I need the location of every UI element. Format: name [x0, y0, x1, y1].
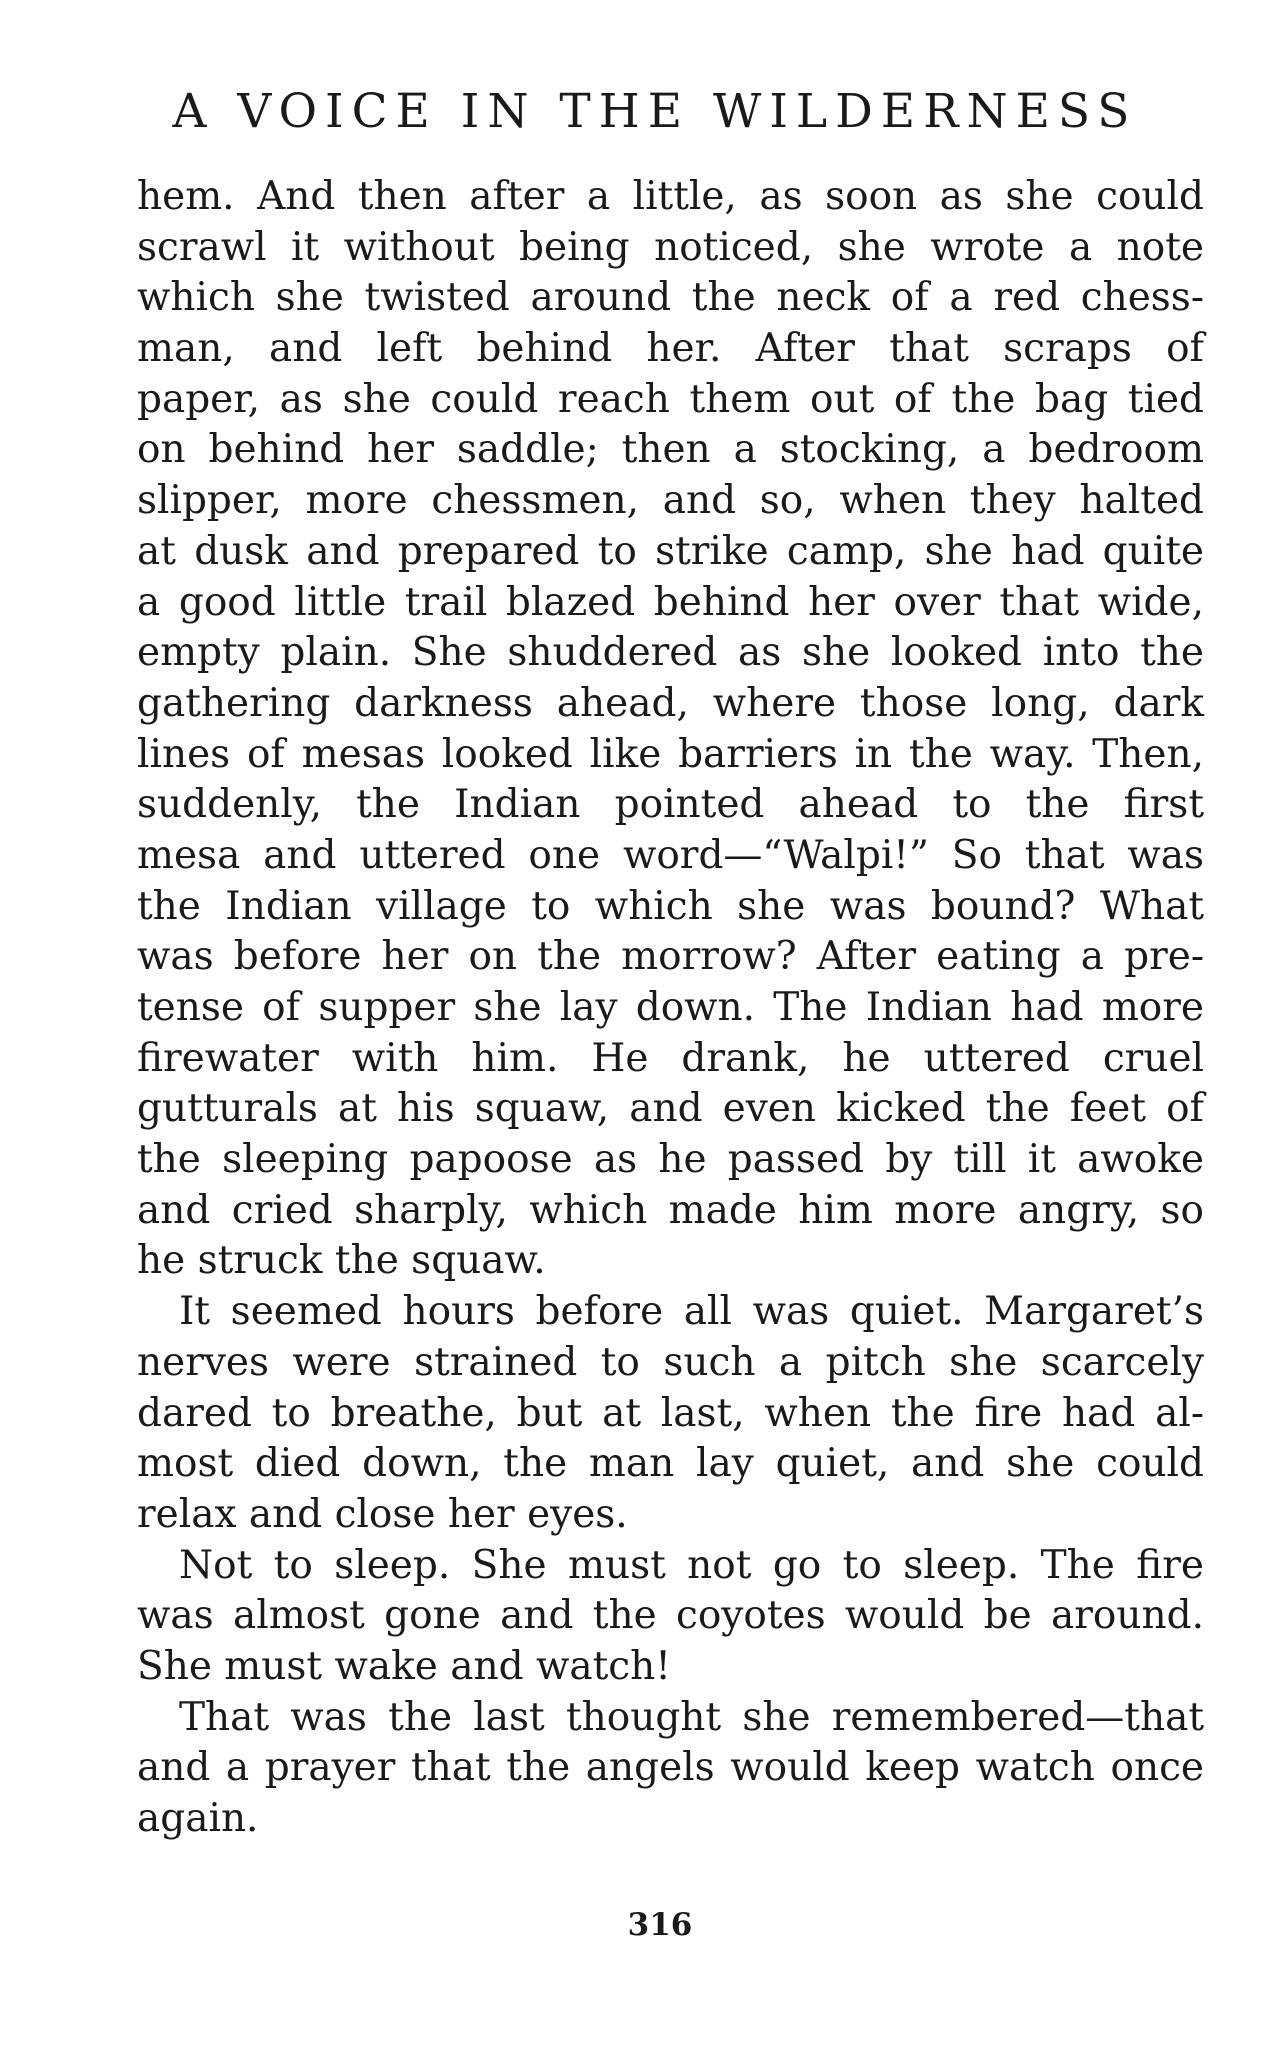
text-line: at dusk and prepared to strike camp, she had quite — [137, 528, 1204, 574]
text-line: most died down, the man lay quiet, and she could — [137, 1441, 1204, 1487]
text-line: gathering darkness ahead, where those long, dark — [137, 680, 1204, 726]
text-line: scrawl it without being noticed, she wrote a note — [137, 224, 1204, 270]
text-line: man, and left behind her. After that scraps of — [137, 326, 1204, 372]
paragraph-first-line: Not to sleep. She must not go to sleep. The fire — [179, 1542, 1204, 1588]
paragraph-end-line: he struck the squaw. — [137, 1238, 546, 1284]
page-number: 316 — [627, 1907, 693, 1943]
paragraph-end-line: relax and close her eyes. — [137, 1491, 628, 1537]
text-line: on behind her saddle; then a stocking, a bedroom — [137, 427, 1204, 473]
text-line: empty plain. She shuddered as she looked into the — [137, 630, 1204, 676]
text-line: tense of supper she lay down. The Indian had more — [137, 985, 1204, 1030]
text-line: and a prayer that the angels would keep watch once — [137, 1745, 1204, 1791]
text-line: paper, as she could reach them out of the bag tied — [137, 376, 1204, 422]
text-line: nerves were strained to such a pitch she scarcely — [137, 1339, 1204, 1385]
text-line: mesa and uttered one word—“Walpi!” So that was — [137, 832, 1204, 878]
paragraph-first-line: That was the last thought she remembered—that — [179, 1694, 1204, 1740]
paragraph-end-line: She must wake and watch! — [137, 1643, 671, 1689]
text-line: dared to breathe, but at last, when the fire had al- — [137, 1390, 1204, 1436]
paragraph-end-line: again. — [137, 1796, 259, 1841]
text-line: and cried sharply, which made him more angry, so — [137, 1187, 1204, 1233]
text-line: suddenly, the Indian pointed ahead to the first — [137, 782, 1204, 828]
text-line: slipper, more chessmen, and so, when they halted — [137, 478, 1204, 524]
body-text — [137, 172, 1204, 1845]
text-line: hem. And then after a little, as soon as she could — [137, 174, 1204, 219]
running-head: A VOICE IN THE WILDERNESS — [172, 84, 1138, 139]
text-line: was before her on the morrow? After eating a pre- — [137, 934, 1204, 980]
text-line: the sleeping papoose as he passed by till it awoke — [137, 1137, 1204, 1183]
text-line: lines of mesas looked like barriers in the way. Then, — [137, 731, 1204, 777]
text-line: a good little trail blazed behind her over that wide, — [137, 579, 1204, 625]
text-line: which she twisted around the neck of a red chess- — [137, 275, 1204, 321]
paragraph-first-line: It seemed hours before all was quiet. Margaret’s — [179, 1289, 1204, 1335]
text-line: was almost gone and the coyotes would be around. — [137, 1593, 1204, 1639]
text-line: the Indian village to which she was bound? What — [137, 883, 1204, 929]
text-line: firewater with him. He drank, he uttered cruel — [137, 1035, 1204, 1081]
text-line: gutturals at his squaw, and even kicked the feet of — [137, 1086, 1204, 1132]
